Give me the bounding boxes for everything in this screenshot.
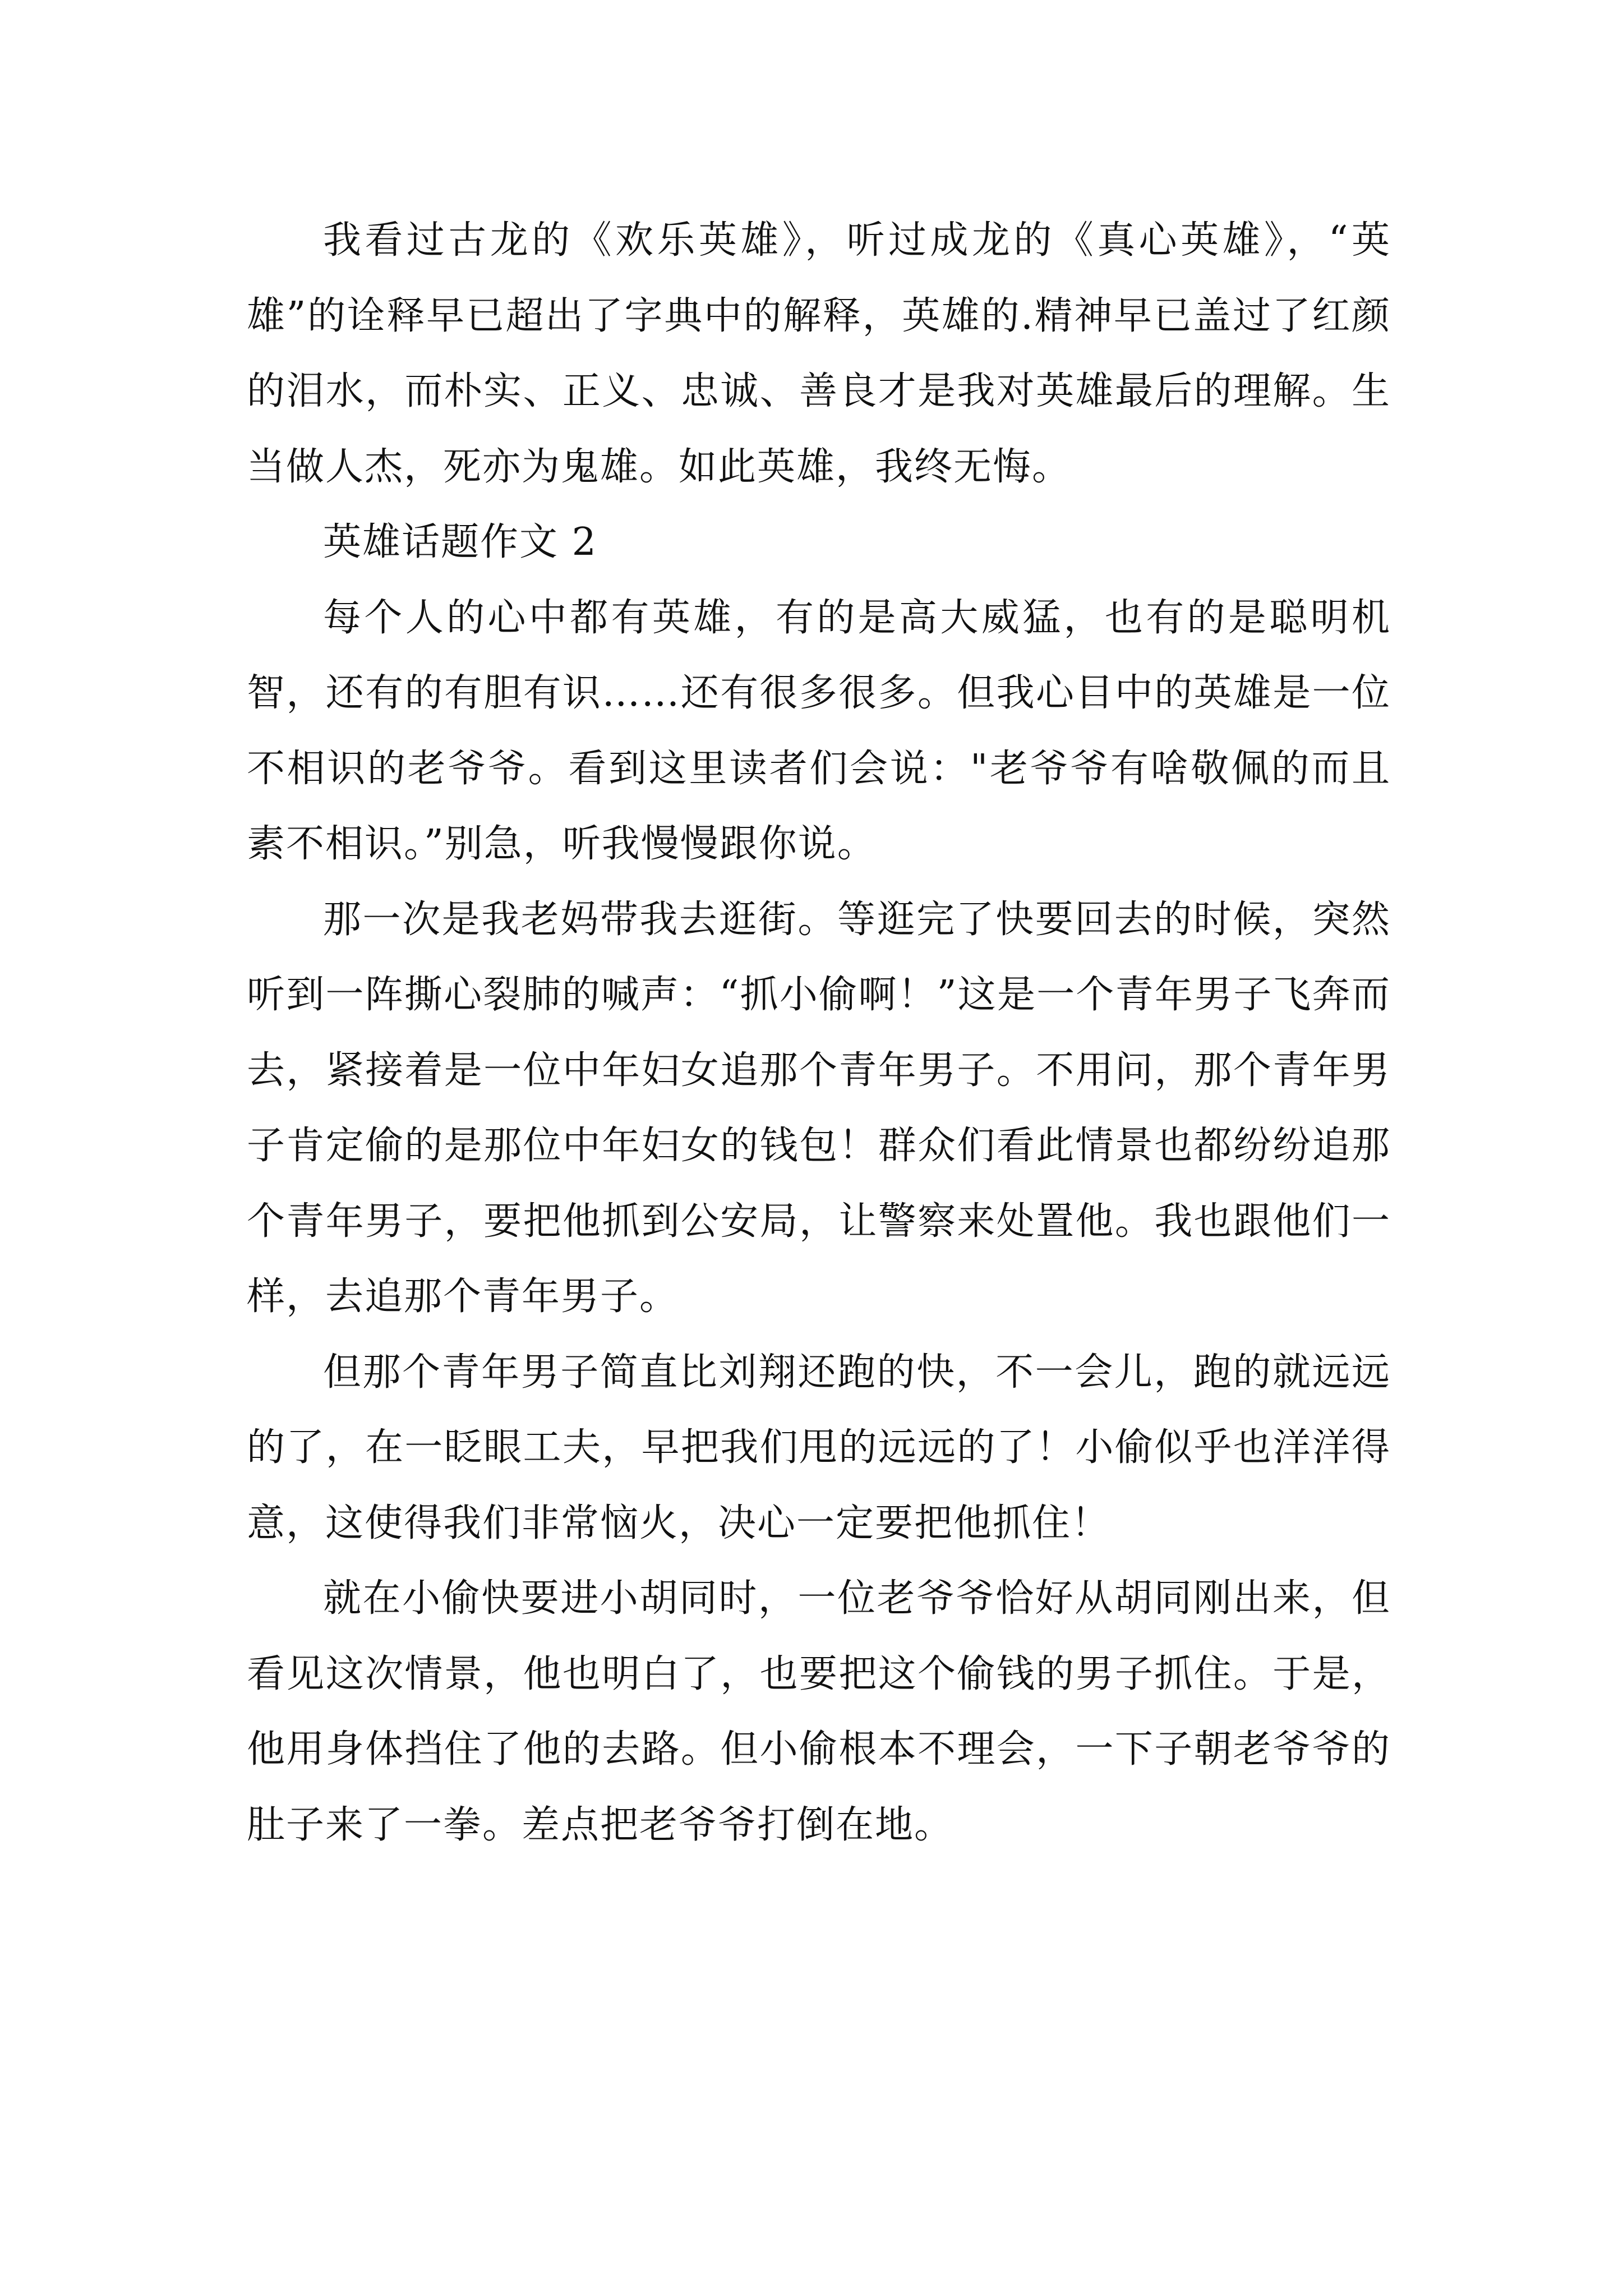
paragraph: 但那个青年男子简直比刘翔还跑的快，不一会儿，跑的就远远的了，在一眨眼工夫，早把我们甩的远远的了！小偷似乎也洋洋得意，这使得我们非常恼火，决心一定要把他抓住！	[247, 1350, 1391, 1545]
section-heading: 英雄话题作文 2	[323, 520, 597, 564]
paragraph: 那一次是我老妈带我去逛街。等逛完了快要回去的时候，突然听到一阵撕心裂肺的喊声：“抓小偷啊！”这是一个青年男子飞奔而去，紧接着是一位中年妇女追那个青年男子。不用问，那个青年男子肯定偷的是那位中年妇女的钱包！群众们看此情景也都纷纷追那个青年男子，要把他抓到公安局，让警察来处置他。我也跟他们一样，去追那个青年男子。	[247, 897, 1391, 1319]
paragraph: 每个人的心中都有英雄，有的是高大威猛，也有的是聪明机智，还有的有胆有识……还有很多很多。但我心目中的英雄是一位不相识的老爷爷。看到这里读者们会说："老爷爷有啥敬佩的而且素不相识。”别急，听我慢慢跟你说。	[247, 595, 1391, 866]
paragraph: 就在小偷快要进小胡同时，一位老爷爷恰好从胡同刚出来，但看见这次情景，他也明白了，也要把这个偷钱的男子抓住。于是，他用身体挡住了他的去路。但小偷根本不理会，一下子朝老爷爷的肚子来了一拳。差点把老爷爷打倒在地。	[247, 1576, 1391, 1847]
essay-body	[247, 203, 1391, 1863]
paragraph: 我看过古龙的《欢乐英雄》，听过成龙的《真心英雄》，“英雄”的诠释早已超出了字典中的解释，英雄的.精神早已盖过了红颜的泪水，而朴实、正义、忠诚、善良才是我对英雄最后的理解。生当做人杰，死亦为鬼雄。如此英雄，我终无悔。	[247, 218, 1391, 489]
